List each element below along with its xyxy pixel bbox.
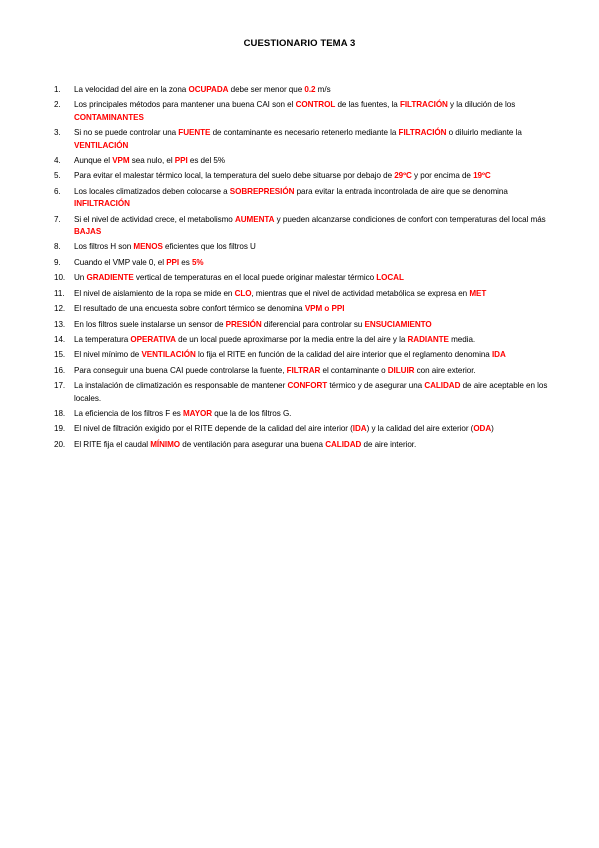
answer-highlight: FUENTE — [178, 128, 211, 138]
item-text — [74, 288, 548, 300]
question-text: ) — [491, 424, 494, 434]
list-item — [54, 257, 548, 269]
answer-highlight: DILUIR — [387, 365, 415, 375]
question-text: Aunque el — [74, 156, 113, 166]
list-item — [54, 380, 548, 405]
question-text: , mientras que el nivel de actividad metabólica se expresa en — [251, 288, 470, 298]
answer-highlight: GRADIENTE — [86, 273, 134, 283]
item-number: 20. — [54, 439, 66, 449]
answer-highlight: RADIANTE — [407, 334, 449, 344]
list-item — [54, 214, 548, 239]
list-item — [54, 127, 548, 152]
answer-highlight: FILTRACIÓN — [399, 100, 448, 110]
question-text: eficientes que los filtros U — [162, 242, 256, 252]
question-text: media. — [448, 334, 476, 344]
answer-highlight: IDA — [491, 350, 506, 360]
list-item — [54, 334, 548, 346]
item-text — [74, 99, 548, 124]
question-text: y por encima de — [411, 171, 474, 181]
question-text: térmico y de asegurar una — [327, 381, 425, 391]
question-text: para evitar la entrada incontrolada de aire que se denomina — [294, 186, 508, 196]
question-text: La instalación de climatización es responsable de mantener — [74, 381, 288, 391]
question-text: ) y la calidad del aire exterior ( — [366, 424, 474, 434]
answer-highlight: OPERATIVA — [130, 334, 176, 344]
answer-highlight: 0.2 — [304, 85, 316, 94]
answer-highlight: 19ºC — [473, 171, 491, 181]
question-text: de las fuentes, la — [335, 100, 400, 110]
question-text: Para conseguir una buena CAI puede controlarse la fuente, — [74, 365, 287, 375]
answer-highlight: PPI — [166, 257, 180, 267]
question-text: y la dilución de los — [447, 100, 516, 110]
question-text: de aire interior. — [361, 439, 417, 449]
list-item — [54, 408, 548, 420]
answer-highlight: LOCAL — [376, 273, 404, 283]
question-text: con aire exterior. — [414, 365, 476, 375]
item-number: 15. — [54, 350, 66, 360]
answer-highlight: MENOS — [133, 242, 163, 252]
question-text: La velocidad del aire en la zona — [74, 85, 189, 94]
item-number: 12. — [54, 304, 66, 314]
item-text — [74, 127, 548, 152]
answer-highlight: 5% — [191, 257, 204, 267]
question-text: Cuando el VMP vale 0, el — [74, 257, 167, 267]
question-text: y pueden alcanzarse condiciones de confort con temperaturas del local más — [274, 214, 546, 224]
list-item — [54, 303, 548, 315]
answer-highlight: IDA — [352, 424, 367, 434]
answer-highlight: INFILTRACIÓN — [74, 199, 130, 209]
answer-highlight: AUMENTA — [234, 214, 275, 224]
page-title: CUESTIONARIO TEMA 3 — [243, 38, 356, 49]
item-number: 5. — [54, 171, 61, 181]
item-text — [74, 303, 548, 315]
answer-highlight: MET — [469, 288, 487, 298]
question-text: o diluirlo mediante la — [446, 128, 522, 138]
question-text: de un local puede aproximarse por la media entre la del aire y la — [175, 334, 408, 344]
item-number: 16. — [54, 365, 66, 375]
answer-highlight: VPM — [112, 156, 130, 166]
item-number: 8. — [54, 242, 61, 252]
item-text — [74, 186, 548, 211]
item-text — [74, 439, 548, 451]
item-number: 6. — [54, 186, 61, 196]
question-text: es del 5% — [187, 156, 225, 166]
question-text: Para evitar el malestar térmico local, la temperatura del suelo debe situarse por debajo de — [74, 171, 395, 181]
question-text: que la de los filtros G. — [212, 408, 292, 418]
item-text — [74, 214, 548, 239]
item-number: 3. — [54, 128, 61, 138]
question-list — [54, 84, 548, 454]
answer-highlight: CONFORT — [287, 381, 328, 391]
list-item — [54, 99, 548, 124]
question-text: debe ser menor que — [228, 85, 305, 94]
answer-highlight: ODA — [473, 424, 492, 434]
item-text — [74, 423, 548, 435]
item-number: 9. — [54, 257, 61, 267]
list-item — [54, 241, 548, 253]
answer-highlight: MÍNIMO — [150, 439, 181, 449]
answer-highlight: 29ºC — [394, 171, 412, 181]
list-item — [54, 349, 548, 361]
item-number: 2. — [54, 100, 61, 110]
answer-highlight: VENTILACIÓN — [74, 140, 129, 150]
question-text: Si el nivel de actividad crece, el metabolismo — [74, 214, 235, 224]
question-text: de aire aceptable en los locales. — [74, 381, 548, 403]
item-number: 18. — [54, 408, 66, 418]
list-item — [54, 272, 548, 284]
question-text: El nivel de filtración exigido por el RITE depende de la calidad del aire interior ( — [74, 424, 353, 434]
question-text: es — [179, 257, 192, 267]
answer-highlight: ENSUCIAMIENTO — [364, 319, 432, 329]
item-text — [74, 84, 548, 96]
answer-highlight: CONTAMINANTES — [74, 112, 144, 122]
answer-highlight: CLO — [234, 288, 252, 298]
item-number: 10. — [54, 273, 66, 283]
list-item — [54, 365, 548, 377]
list-item — [54, 423, 548, 435]
answer-highlight: VENTILACIÓN — [141, 350, 196, 360]
item-number: 13. — [54, 319, 66, 329]
list-item — [54, 319, 548, 331]
list-item — [54, 84, 548, 96]
item-text — [74, 241, 548, 253]
question-text: sea nulo, el — [129, 156, 175, 166]
item-text — [74, 408, 548, 420]
answer-highlight: PRESIÓN — [225, 319, 262, 329]
answer-highlight: VPM o PPI — [304, 304, 345, 314]
answer-highlight: MAYOR — [182, 408, 213, 418]
answer-highlight: CONTROL — [295, 100, 336, 110]
question-text: m/s — [315, 85, 331, 94]
item-text — [74, 170, 548, 182]
question-text: de ventilación para asegurar una buena — [180, 439, 326, 449]
item-text — [74, 365, 548, 377]
item-text — [74, 334, 548, 346]
question-text: El nivel mínimo de — [74, 350, 142, 360]
item-number: 14. — [54, 334, 66, 344]
question-text: de contaminante es necesario retenerlo mediante la — [210, 128, 399, 138]
question-text: Los locales climatizados deben colocarse a — [74, 186, 230, 196]
item-text — [74, 349, 548, 361]
answer-highlight: FILTRACIÓN — [398, 128, 447, 138]
item-number: 7. — [54, 214, 61, 224]
list-item — [54, 439, 548, 451]
question-text: El nivel de aislamiento de la ropa se mide en — [74, 288, 235, 298]
item-text — [74, 155, 548, 167]
answer-highlight: CALIDAD — [325, 439, 362, 449]
question-text: En los filtros suele instalarse un sensor de — [74, 319, 226, 329]
question-text: Los principales métodos para mantener una buena CAI son el — [74, 100, 296, 110]
question-text: vertical de temperaturas en el local puede originar malestar térmico — [133, 273, 377, 283]
question-text: lo fija el RITE en función de la calidad del aire interior que el reglamento denomina — [195, 350, 492, 360]
list-item — [54, 288, 548, 300]
question-text: el contaminante o — [320, 365, 388, 375]
item-number: 19. — [54, 424, 66, 434]
question-text: El RITE fija el caudal — [74, 439, 151, 449]
answer-highlight: CALIDAD — [424, 381, 461, 391]
answer-highlight: FILTRAR — [286, 365, 321, 375]
item-text — [74, 380, 548, 405]
question-text: Un — [74, 273, 87, 283]
item-number: 11. — [54, 288, 65, 298]
answer-highlight: PPI — [174, 156, 188, 166]
question-text: La temperatura — [74, 334, 131, 344]
question-text: El resultado de una encuesta sobre confort térmico se denomina — [74, 304, 305, 314]
answer-highlight: SOBREPRESIÓN — [229, 186, 295, 196]
answer-highlight: BAJAS — [74, 227, 102, 237]
item-number: 4. — [54, 156, 61, 166]
answer-highlight: OCUPADA — [188, 85, 229, 94]
item-text — [74, 319, 548, 331]
item-text — [74, 272, 548, 284]
question-text: La eficiencia de los filtros F es — [74, 408, 183, 418]
list-item — [54, 170, 548, 182]
question-text: Los filtros H son — [74, 242, 134, 252]
question-text: Si no se puede controlar una — [74, 128, 179, 138]
list-item — [54, 155, 548, 167]
item-text — [74, 257, 548, 269]
item-number: 17. — [54, 381, 66, 391]
question-text: diferencial para controlar su — [261, 319, 365, 329]
list-item — [54, 186, 548, 211]
item-number: 1. — [54, 85, 61, 94]
